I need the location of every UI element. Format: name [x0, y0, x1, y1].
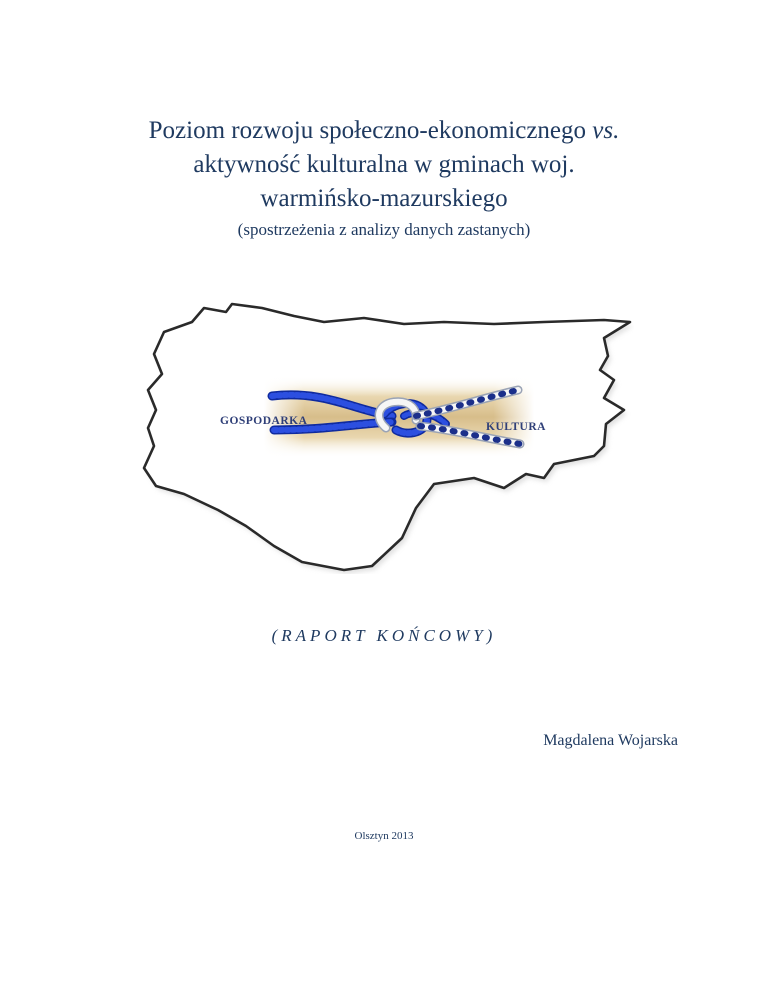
title-block	[0, 114, 768, 242]
label-gospodarka: GOSPODARKA	[220, 415, 308, 427]
document-subtitle: (spostrzeżenia z analizy danych zastanych)	[237, 220, 531, 239]
author-name: Magdalena Wojarska	[543, 732, 678, 749]
document-title-line-2: aktywność kulturalna w gminach woj.	[193, 151, 575, 178]
cover-illustration	[134, 298, 634, 574]
region-map-knot-image	[134, 298, 634, 574]
place-and-year: Olsztyn 2013	[354, 830, 414, 842]
label-kultura: KULTURA	[486, 421, 546, 433]
document-title-line-3: warmińsko-mazurskiego	[260, 185, 508, 212]
report-type-label: (RAPORT KOŃCOWY)	[271, 626, 497, 645]
document-title-line-1: Poziom rozwoju społeczno-ekonomicznego vs.	[148, 117, 620, 144]
